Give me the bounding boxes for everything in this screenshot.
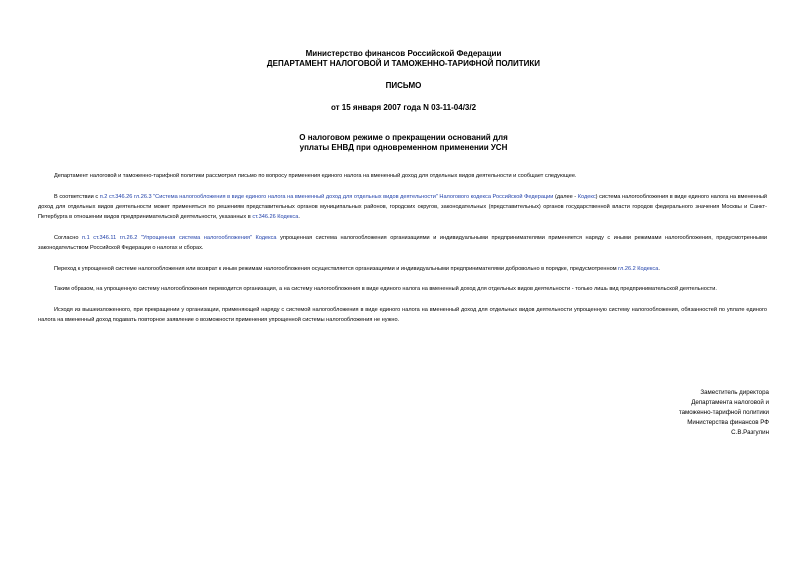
paragraph-text: Переход к упрощенной системе налогообложения или возврат к иным режимам налогообложения осуществляется организациями и индивидуальными предпринимателями добровольно в порядке, предусмотренном: [54, 265, 619, 272]
paragraph-usn-basis: [38, 233, 767, 253]
paragraph-intro: [38, 171, 767, 181]
paragraph-transition: [38, 264, 767, 274]
signature-block: [679, 388, 769, 438]
document-subject-line-1: О налоговом режиме о прекращении оснований для: [299, 133, 508, 142]
department-name: ДЕПАРТАМЕНТ НАЛОГОВОЙ И ТАМОЖЕННО-ТАРИФНОЙ ПОЛИТИКИ: [266, 59, 541, 68]
paragraph-text: Согласно: [54, 234, 82, 241]
paragraph-text: ) система налогообложения в виде единого налога на вмененный доход для отдельных видов деятельности может применяться по решениям представительных органов муниципальных районов, городских округов, законодательных (представительных) органов государственной власти городов федерального значения Москвы и Санкт-Петербурга в отношении видов предпринимательской деятельности, указанных в: [38, 193, 767, 221]
paragraph-text: Таким образом, на упрощенную систему налогообложения переводится организация, а на систему налогообложения в виде единого налога на вмененный доход для отдельных видов деятельности - только лишь вид предпринимательской деятельности.: [54, 286, 717, 293]
signature-name: С.В.Разгулин: [731, 429, 769, 436]
paragraph-text: .: [658, 265, 660, 272]
paragraph-envd-basis: [38, 192, 767, 223]
link-chapter-26-2[interactable]: гл.26.2 Кодекса: [618, 265, 659, 272]
paragraph-text: Исходя из вышеизложенного, при прекращении у организации, применяющей наряду с системой налогообложения в виде единого налога на вмененный доход для отдельных видов деятельности упрощенную систему налогообложения, обязанностей по уплате единого налога на вмененный доход подавать повторное заявление о возможности применения упрощенной системы налогообложения не нужно.: [38, 307, 767, 324]
paragraph-final: [38, 305, 767, 325]
paragraph-text: упрощенная система налогообложения организациями и индивидуальными предпринимателями применяется наряду с иными режимами налогообложения, предусмотренными законодательством Российской Федерации о налогах и сборах.: [38, 234, 767, 252]
link-article-346-11[interactable]: п.1 ст.346.11 гл.26.2 "Упрощенная система налогообложения" Кодекса: [81, 234, 277, 241]
signature-line-position: Заместитель директора: [700, 389, 769, 396]
link-article-346-26[interactable]: ст.346.26 Кодекса: [252, 214, 299, 221]
ministry-name: Министерство финансов Российской Федерации: [305, 49, 502, 58]
link-code[interactable]: Кодекс: [577, 193, 596, 200]
document-type: ПИСЬМО: [385, 81, 422, 90]
signature-line-ministry: Министерства финансов РФ: [687, 419, 769, 426]
paragraph-text: В соответствии с: [54, 193, 100, 200]
link-article-346-26-p2[interactable]: п.2 ст.346.26 гл.26.3 "Система налогообложения в виде единого налога на вмененный доход для отдельных видов деятельности" Налогового кодекса Российской Федерации: [99, 193, 554, 200]
paragraph-conclusion: [38, 284, 767, 294]
paragraph-text: (далее -: [553, 193, 578, 200]
document-subject-line-2: уплаты ЕНВД при одновременном применении УСН: [299, 143, 508, 152]
paragraph-text: Департамент налоговой и таможенно-тарифной политики рассмотрел письмо по вопросу применения единого налога на вмененный доход для отдельных видов деятельности и сообщает следующее.: [54, 173, 577, 179]
document-body: [38, 171, 767, 336]
document-date-number: от 15 января 2007 года N 03-11-04/3/2: [330, 103, 477, 112]
signature-line-department-cont: таможенно-тарифной политики: [678, 409, 769, 416]
signature-line-department: Департамента налоговой и: [691, 399, 769, 406]
paragraph-text: .: [298, 214, 300, 221]
